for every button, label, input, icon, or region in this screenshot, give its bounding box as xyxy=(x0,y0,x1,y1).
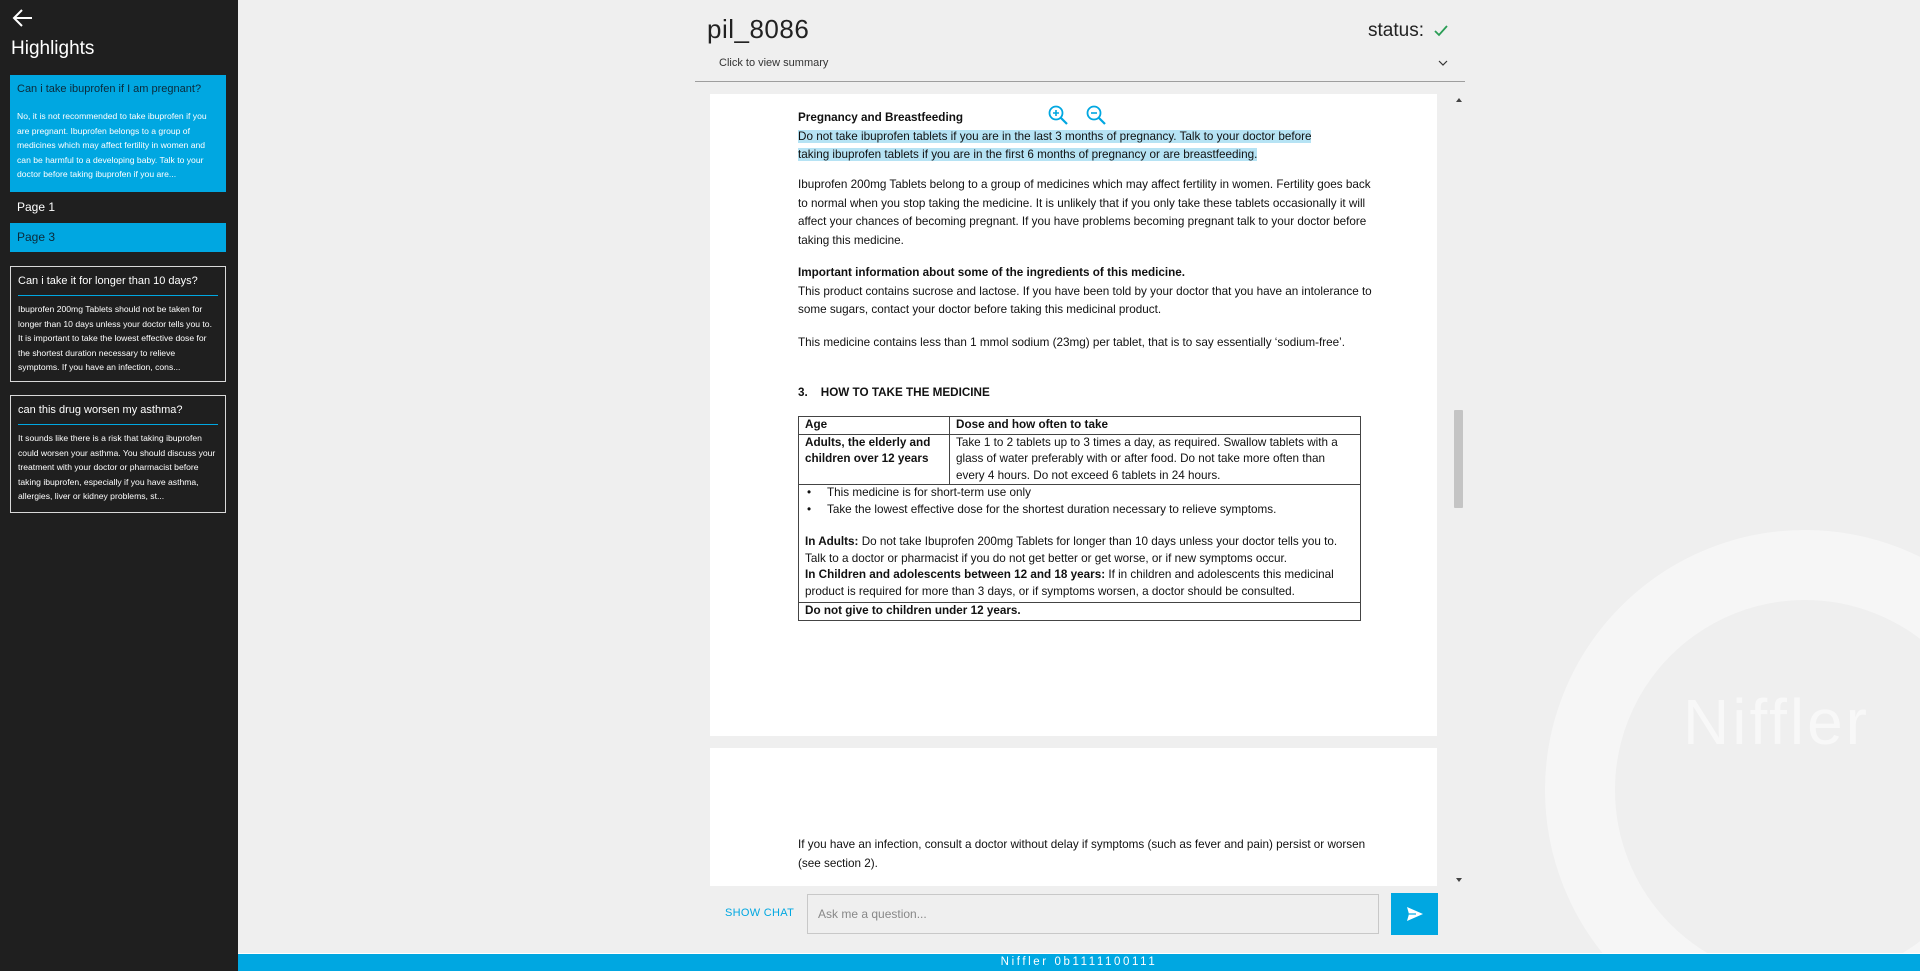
highlight-question: Can i take it for longer than 10 days? xyxy=(18,275,198,287)
highlights-sidebar xyxy=(0,0,238,971)
section-number: 3. xyxy=(798,386,808,399)
table-cell-age: Adults, the elderly and children over 12 years xyxy=(805,435,931,465)
sucrose-paragraph: This product contains sucrose and lactose. If you have been told by your doctor that you have an intolerance to some sugars, contact your doctor before taking this medicinal product. xyxy=(798,284,1372,316)
highlight-card-pregnancy[interactable] xyxy=(10,75,226,192)
watermark-text: Niffler xyxy=(1683,686,1870,758)
document-viewer[interactable] xyxy=(710,94,1465,886)
highlight-divider xyxy=(18,424,218,425)
highlight-question: can this drug worsen my asthma? xyxy=(18,404,183,416)
section-title: HOW TO TAKE THE MEDICINE xyxy=(820,386,990,399)
highlight-answer: No, it is not recommended to take ibuprofen if you are pregnant. Ibuprofen belongs to a group of medicines which may affect fertility in women and can be harmful to a developing baby. Talk to your doctor before taking ibuprofen if you are... xyxy=(17,111,207,180)
status-indicator xyxy=(1368,20,1449,42)
document-title: pil_8086 xyxy=(707,14,810,44)
sodium-paragraph: This medicine contains less than 1 mmol sodium (23mg) per tablet, that is to say essentially ‘sodium-free’. xyxy=(798,336,1345,349)
footer-bar xyxy=(238,953,1920,971)
bullet-text: This medicine is for short-term use only xyxy=(827,486,1031,499)
ingredients-section xyxy=(798,264,1373,320)
infection-paragraph: If you have an infection, consult a doctor without delay if symptoms (such as fever and pain) persist or worsen (see section 2). xyxy=(798,838,1366,870)
scroll-up-arrow[interactable] xyxy=(1456,98,1462,102)
summary-toggle-label: Click to view summary xyxy=(719,57,829,69)
highlight-card-duration[interactable] xyxy=(10,266,226,382)
children-text: If in children and adolescents this medicinal product is required for more than 3 days, or if symptoms worsen, a doctor should be consulted. xyxy=(805,568,1334,598)
highlight-card-asthma[interactable] xyxy=(10,395,226,513)
send-button[interactable] xyxy=(1391,893,1438,935)
children-label: In Children and adolescents between 12 and 18 years: xyxy=(805,568,1106,581)
adults-text: Do not take Ibuprofen 200mg Tablets for longer than 10 days unless your doctor tells you to. Talk to a doctor or pharmacist if you do not get better or get worse, or if new symptoms occur. xyxy=(805,535,1338,565)
highlight-answer: It sounds like there is a risk that taking ibuprofen could worsen your asthma. You should discuss your treatment with your doctor or pharmacist before taking ibuprofen, especially if you have asthma, allergies, liver or kidney problems, st... xyxy=(18,433,216,502)
show-chat-button[interactable]: SHOW CHAT xyxy=(725,907,795,919)
pregnancy-section xyxy=(798,109,1373,165)
footer-text: Niffler 0b1111100111 xyxy=(1000,956,1158,968)
children-note xyxy=(805,567,1354,600)
bullet-item: • Take the lowest effective dose for the shortest duration necessary to relieve symptoms. xyxy=(805,502,1354,519)
question-input[interactable] xyxy=(807,894,1379,934)
sidebar-title: Highlights xyxy=(11,38,95,59)
adults-note xyxy=(805,534,1354,567)
table-header-dose: Dose and how often to take xyxy=(956,418,1108,431)
page-link-3[interactable]: Page 3 xyxy=(10,223,226,252)
highlight-answer: Ibuprofen 200mg Tablets should not be taken for longer than 10 days unless your doctor tells you to. It is important to take the lowest effective dose for the shortest duration necessary to relieve symptoms. If you have an infection, cons... xyxy=(18,304,212,373)
check-icon xyxy=(1433,24,1449,38)
back-arrow-icon[interactable] xyxy=(10,5,36,31)
document-page xyxy=(710,94,1437,736)
viewer-scrollbar-thumb[interactable] xyxy=(1454,410,1463,508)
highlight-question: Can i take ibuprofen if I am pregnant? xyxy=(17,83,202,95)
pregnancy-heading: Pregnancy and Breastfeeding xyxy=(798,111,963,124)
highlighted-text[interactable]: taking ibuprofen tablets if you are in the first 6 months of pregnancy or are breastfeeding. xyxy=(798,148,1258,161)
under-12-warning: Do not give to children under 12 years. xyxy=(805,604,1021,617)
chevron-down-icon xyxy=(1437,57,1449,69)
send-icon xyxy=(1406,906,1424,922)
highlighted-text[interactable]: Do not take ibuprofen tablets if you are in the last 3 months of pregnancy. Talk to your doctor before xyxy=(798,129,1312,143)
bullet-text: Take the lowest effective dose for the shortest duration necessary to relieve symptoms. xyxy=(827,502,1277,516)
ingredients-heading: Important information about some of the ingredients of this medicine. xyxy=(798,266,1186,279)
dosage-table xyxy=(798,416,1361,621)
table-cell-dose: Take 1 to 2 tablets up to 3 times a day, as required. Swallow tablets with a glass of water preferably with or after food. Do not take more often than every 4 hours. Do not exceed 6 tablets in 24 hours. xyxy=(950,434,1361,485)
fertility-paragraph: Ibuprofen 200mg Tablets belong to a group of medicines which may affect fertility in women. Fertility goes back to normal when you stop taking the medicine. It is unlikely that if you only take these tablets occasionally it will affect your chances of becoming pregnant. If you have problems becoming pregnant talk to your doctor before taking this medicine. xyxy=(798,178,1371,247)
scroll-down-arrow[interactable] xyxy=(1456,878,1462,882)
table-header-age: Age xyxy=(805,418,828,431)
status-label: status: xyxy=(1368,20,1424,41)
bullet-item: • This medicine is for short-term use only xyxy=(805,485,1354,502)
summary-toggle[interactable] xyxy=(695,52,1465,82)
document-page xyxy=(710,748,1437,886)
adults-label: In Adults: xyxy=(805,535,859,548)
highlight-divider xyxy=(18,295,218,296)
section-3-heading xyxy=(798,384,1373,403)
page-link-1[interactable]: Page 1 xyxy=(17,200,56,214)
